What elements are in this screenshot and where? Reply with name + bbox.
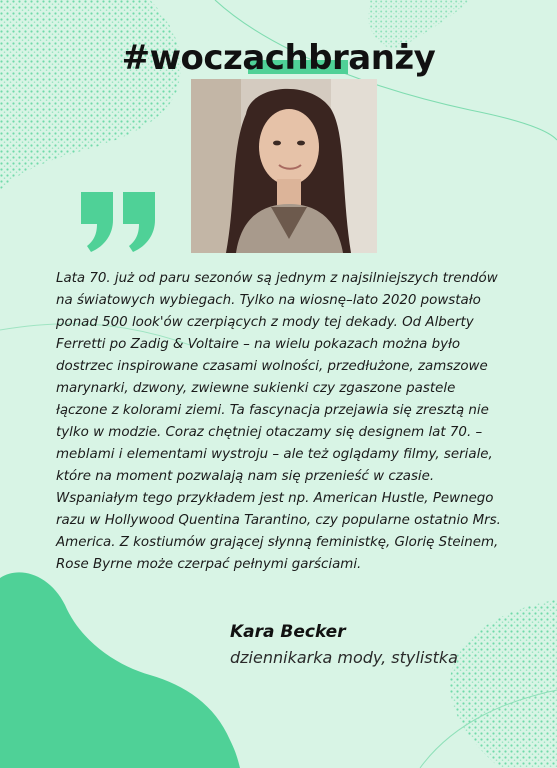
top-left-speckle-shape bbox=[0, 0, 181, 190]
bottom-left-blob bbox=[0, 572, 240, 768]
author-role: dziennikarka mody, stylistka bbox=[230, 648, 458, 667]
closing-quote-icon bbox=[79, 190, 159, 254]
portrait-illustration bbox=[191, 79, 377, 253]
quote-text: Lata 70. już od paru sezonów są jednym z najsilniejszych trendów na światowych wybiegach. Tylko na wiosnę–lato 2020 powstało ponad 500 look'ów czerpiących z mody tej dekady. Od Alberty Ferretti po Zadig & Voltaire – na wielu pokazach można było dostrzec inspirowane czasami wolności, przedłużone, zamszowe marynarki, dzwony, zwiewne sukienki czy zgaszone pastele łączone z kolorami ziemi. Ta fascynacja przejawia się zresztą nie tylko w modzie. Coraz chętniej otaczamy się designem lat 70. – meblami i elementami wystroju – ale też oglądamy filmy, seriale, które na moment pozwalają nam się przenieść w czasie. Wspaniałym tego przykładem jest np. American Hustle, Pewnego razu w Hollywood Quentina Tarantino, czy popularne ostatnio Mrs. America. Z kostiumów grającej słynną feministkę, Glorię Steinem, Rose Byrne może czerpać pełnymi garściami. bbox=[56, 271, 501, 572]
header bbox=[0, 38, 557, 78]
portrait-photo bbox=[191, 79, 377, 253]
hashtag-title: #woczachbranży bbox=[121, 38, 436, 78]
bottom-right-speckle-shape bbox=[450, 600, 557, 768]
author-name: Kara Becker bbox=[230, 622, 346, 642]
